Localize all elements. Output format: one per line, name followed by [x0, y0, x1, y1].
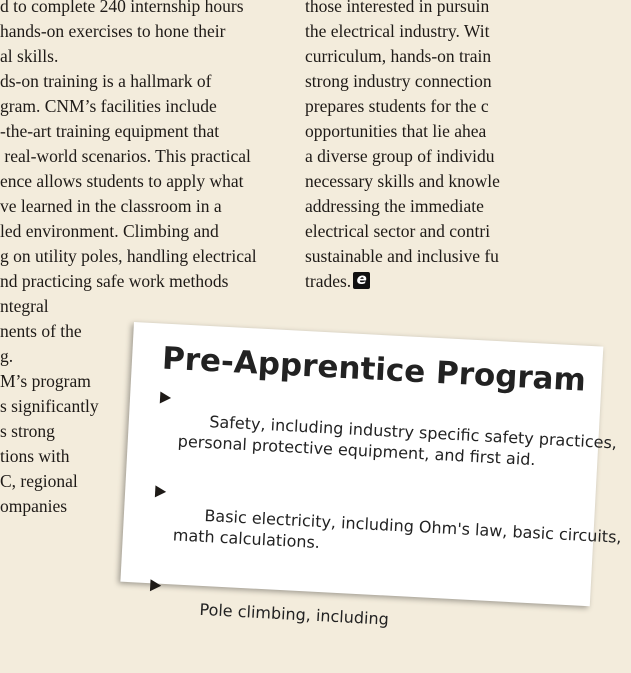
- bullet-arrow-icon: [160, 391, 172, 404]
- list-item-text: Safety, including industry specific safety practices, personal protective equipment, and first aid.: [177, 412, 618, 470]
- article-right-column: [305, 0, 500, 294]
- end-of-article-icon: e: [353, 272, 370, 289]
- list-item: [147, 575, 618, 662]
- sidebar-title: Pre-Apprentice Program: [161, 340, 587, 399]
- article-left-column: d to complete 240 internship hours hands-on exercises to hone their al skills. ds-on training is a hallmark of gram. CNM’s facilities include -the-art training equipment that real-world scenarios. This practical ence allows students to apply what ve learned in the classroom in a led environment. Climbing and g on utility poles, handling electrical nd practicing safe work methods ntegral nents of the g. M’s program s significantly s strong tions with C, regional ompanies: [0, 0, 257, 516]
- bullet-arrow-icon: [155, 485, 167, 498]
- sidebar-list: [147, 387, 628, 672]
- list-item-text: Basic electricity, including Ohm's law, basic circuits, math calculations.: [172, 505, 623, 553]
- list-item-text: Pole climbing, including: [199, 599, 390, 629]
- list-item: [151, 481, 623, 589]
- article-right-column-text: those interested in pursuin the electrical industry. Wit curriculum, hands-on train strong industry connection prepares students for the c opportunities that lie ahea a diverse group of individu necessary skills and knowle addressing the immediate electrical sector and contri sustainable and inclusive fu trades.: [305, 0, 500, 291]
- pre-apprentice-sidebar: [120, 322, 623, 629]
- bullet-arrow-icon: [150, 579, 162, 592]
- list-item: [156, 387, 628, 495]
